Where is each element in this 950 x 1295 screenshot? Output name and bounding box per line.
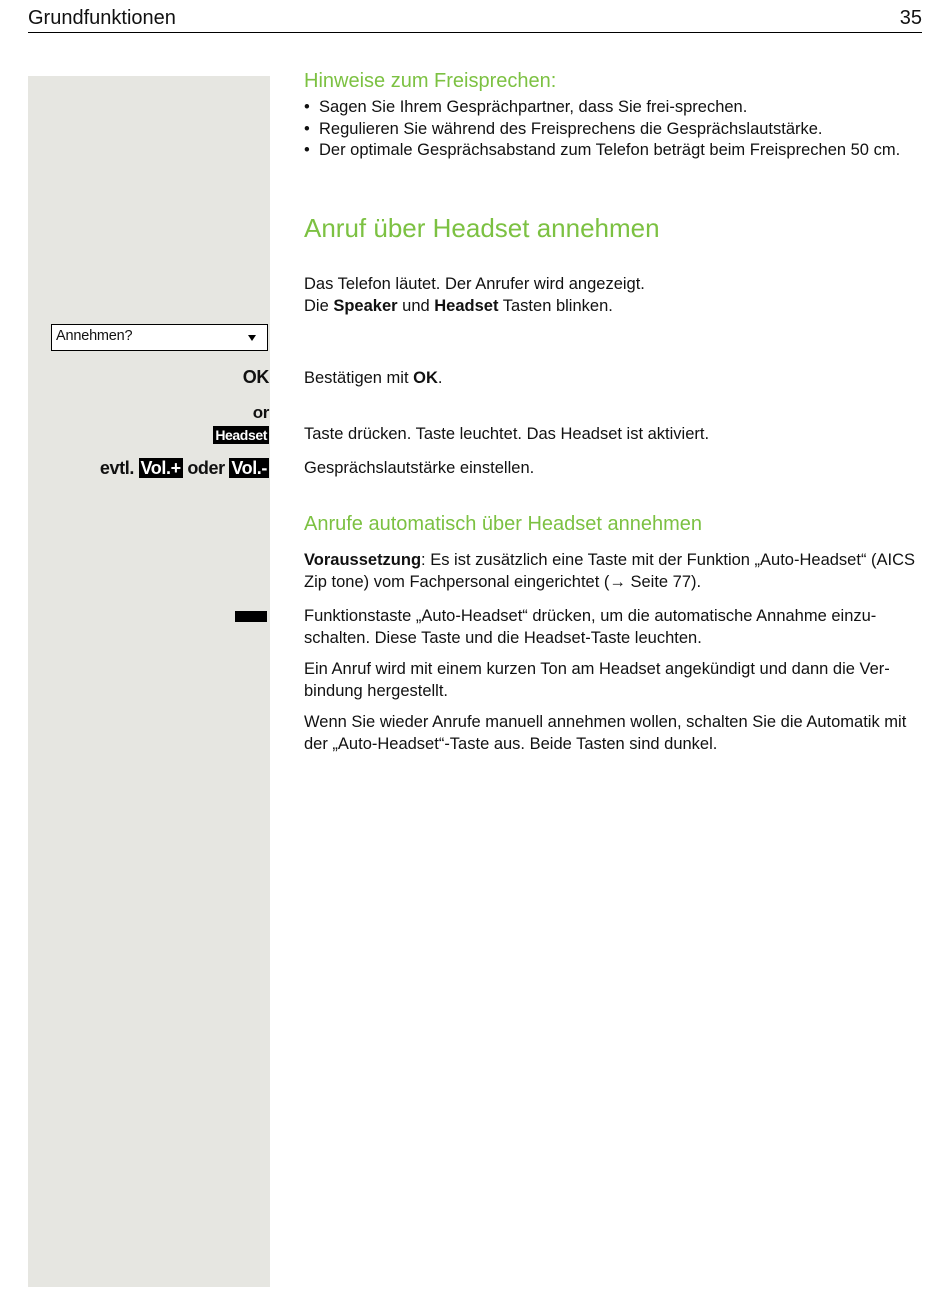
hint-item: • Der optimale Gesprächsabstand zum Telefon beträgt beim Freisprechen 50 cm. <box>304 140 922 162</box>
section-intro <box>304 274 922 317</box>
triangle-down-icon <box>248 335 256 341</box>
hint-item: • Sagen Sie Ihrem Gesprächpartner, dass Sie frei-sprechen. <box>304 97 922 119</box>
volume-keys: evtl. Vol.+ oder Vol.- <box>99 458 267 478</box>
intro-line-1: Das Telefon läutet. Der Anrufer wird angezeigt. <box>304 275 645 293</box>
section-heading: Anruf über Headset annehmen <box>304 213 660 243</box>
vol-minus-key[interactable]: Vol.- <box>231 458 267 478</box>
margin-sidebar <box>28 76 270 1287</box>
paragraph-manual: Wenn Sie wieder Anrufe manuell annehmen wollen, schalten Sie die Automatik mit der „Auto-Headset“-Taste aus. Beide Tasten sind dunkel. <box>304 713 907 753</box>
vol-plus-key[interactable]: Vol.+ <box>140 458 181 478</box>
page-number: 35 <box>899 7 922 29</box>
or-label: or <box>252 403 269 422</box>
hints-list <box>304 97 922 162</box>
header-divider <box>28 32 922 33</box>
prerequisite-text: Voraussetzung: Es ist zusätzlich eine Taste mit der Funktion „Auto-Headset“ (AICS Zip tone) vom Fachpersonal eingerichtet (→ Seite 77). <box>304 551 916 591</box>
volume-step-text: Gesprächslautstärke einstellen. <box>304 459 535 477</box>
ok-step-text: Bestätigen mit OK. <box>304 369 443 387</box>
function-key-text: Funktionstaste „Auto-Headset“ drücken, um die automatische Annahme einzu-schalten. Diese Taste und die Headset-Taste leuchten. <box>304 607 877 647</box>
hints-heading: Hinweise zum Freisprechen: <box>304 70 557 92</box>
display-label: Annehmen? <box>56 328 133 344</box>
phone-display-annehmen[interactable] <box>51 324 268 351</box>
hint-item: • Regulieren Sie während des Freisprechens die Gesprächslautstärke. <box>304 119 922 141</box>
paragraph-announcement: Ein Anruf wird mit einem kurzen Ton am Headset angekündigt und dann die Ver-bindung hergestellt. <box>304 660 890 700</box>
headset-key-name: Headset <box>434 296 499 315</box>
headset-step-text: Taste drücken. Taste leuchtet. Das Headset ist aktiviert. <box>304 425 710 443</box>
ok-key[interactable]: OK <box>242 367 269 387</box>
speaker-key-name: Speaker <box>333 296 398 315</box>
function-key-auto-headset[interactable] <box>235 611 267 622</box>
headset-key[interactable]: Headset <box>215 427 267 443</box>
arrow-right-icon: → <box>609 572 626 591</box>
intro-line-2: Die Speaker und Headset Tasten blinken. <box>304 296 613 315</box>
page-header-title: Grundfunktionen <box>28 7 176 29</box>
subsection-heading: Anrufe automatisch über Headset annehmen <box>304 513 703 535</box>
